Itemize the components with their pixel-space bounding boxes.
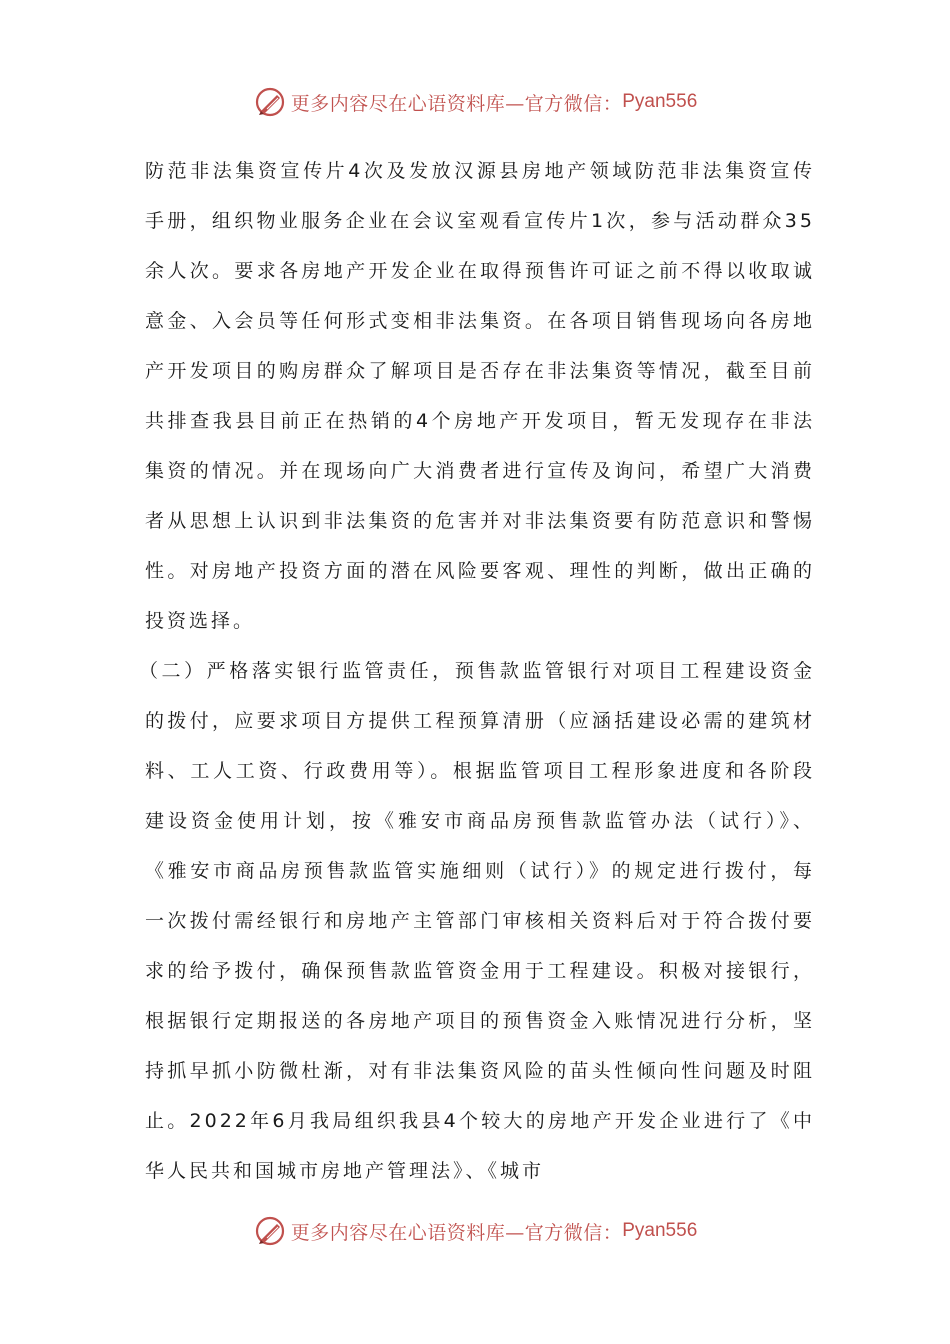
footer-watermark-banner: [0, 1211, 950, 1251]
watermark-wechat-id: Pyan556: [622, 91, 698, 112]
paragraph-1: 防范非法集资宣传片4次及发放汉源县房地产领域防范非法集资宣传手册，组织物业服务企业在会议室观看宣传片1次，参与活动群众35余人次。要求各房地产开发企业在取得预售许可证之前不得以收取诚意金、入会员等任何形式变相非法集资。在各项目销售现场向各房地产开发项目的购房群众了解项目是否存在非法集资等情况，截至目前共排查我县目前正在热销的4个房地产开发项目，暂无发现存在非法集资的情况。并在现场向广大消费者进行宣传及询问，希望广大消费者从思想上认识到非法集资的危害并对非法集资要有防范意识和警惕性。对房地产投资方面的潜在风险要客观、理性的判断，做出正确的投资选择。: [145, 160, 815, 632]
watermark-wechat-id: Pyan556: [622, 1220, 698, 1241]
pen-logo-icon: [253, 85, 287, 119]
pen-logo-icon: [253, 1214, 287, 1248]
watermark-text: 更多内容尽在心语资料库—官方微信：: [290, 1221, 623, 1244]
document-body: [139, 146, 815, 1196]
paragraph-2: （二）严格落实银行监管责任，预售款监管银行对项目工程建设资金的拨付，应要求项目方提供工程预算清册（应涵括建设必需的建筑材料、工人工资、行政费用等）。根据监管项目工程形象进度和各阶段建设资金使用计划，按《雅安市商品房预售款监管办法（试行）》、《雅安市商品房预售款监管实施细则（试行）》的规定进行拨付，每一次拨付需经银行和房地产主管部门审核相关资料后对于符合拨付要求的给予拨付，确保预售款监管资金用于工程建设。积极对接银行，根据银行定期报送的各房地产项目的预售资金入账情况进行分析，坚持抓早抓小防微杜渐，对有非法集资风险的苗头性倾向性问题及时阻止。2022年6月我局组织我县4个较大的房地产开发企业进行了《中华人民共和国城市房地产管理法》、《城市: [139, 660, 815, 1182]
watermark-text: 更多内容尽在心语资料库—官方微信：: [290, 92, 623, 115]
header-watermark-banner: [0, 82, 950, 122]
